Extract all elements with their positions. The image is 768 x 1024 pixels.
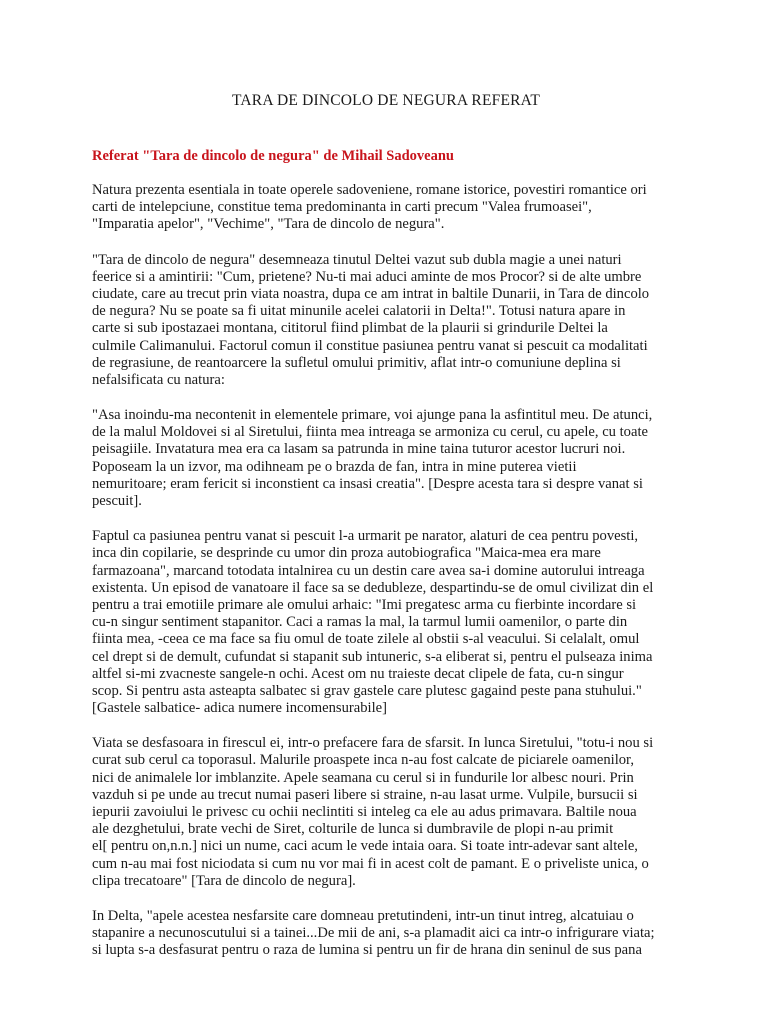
paragraph-line: de regrasiune, de reantoarcere la sufletul omului primitiv, aflat intr-o comuniune deplina si bbox=[92, 354, 621, 371]
paragraph-line: peisagiile. Invatatura mea era ca lasam sa patrunda in mine taina tuturor acestor lucruri noi. bbox=[92, 441, 626, 458]
paragraph-line: vazduh si pe unde au trecut numai paseri libere si straine, n-au lasat urme. Vulpile, bursucii si bbox=[92, 786, 638, 803]
paragraph-line: cel drept si de demult, cufundat si stapanit sub intuneric, s-a eliberat si, pentru el pulseaza inima bbox=[92, 648, 653, 665]
paragraph-line: el[ pentru on,n.n.] nici un nume, caci acum le vede intaia oara. Si toate intr-adevar sant altele, bbox=[92, 838, 638, 855]
paragraph-line: altfel si-mi zvacneste sangele-n ochi. Acest om nu traieste decat clipele de fata, cu-n singur bbox=[92, 665, 624, 682]
document-body bbox=[92, 182, 680, 978]
paragraph-line: curat sub cerul ca toporasul. Malurile proaspete inca n-au fost calcate de piciarele oamenilor, bbox=[92, 752, 634, 769]
paragraph-line: Poposeam la un izvor, ma odihneam pe o brazda de fan, intra in mine puterea vietii bbox=[92, 458, 577, 475]
paragraph-line: "Imparatia apelor", "Vechime", "Tara de dincolo de negura". bbox=[92, 216, 445, 233]
paragraph-line: nemuritoare; eram fericit si inconstient ca insasi creatia". [Despre acesta tara si despre vanat si bbox=[92, 475, 643, 492]
paragraph bbox=[92, 528, 680, 717]
paragraph-line: nici de animalele lor imblanzite. Apele seamana cu cerul si in fundurile lor albesc nouri. Prin bbox=[92, 769, 634, 786]
paragraph-line: cu-n singur sentiment stapanitor. Caci a ramas la mal, la tarmul lumii oamenilor, o parte din bbox=[92, 614, 628, 631]
paragraph-line: "Tara de dincolo de negura" desemneaza tinutul Deltei vazut sub dubla magie a unei naturi bbox=[92, 251, 622, 268]
paragraph-line: "Asa inoindu-ma necontenit in elementele primare, voi ajunge pana la asfintitul meu. De atunci, bbox=[92, 407, 653, 424]
paragraph-line: clipa trecatoare" [Tara de dincolo de negura]. bbox=[92, 872, 356, 889]
paragraph-line: feerice si a amintirii: "Cum, prietene? Nu-ti mai aduci aminte de mos Procor? si de alte umbre bbox=[92, 268, 642, 285]
paragraph-line: si lupta s-a desfasurat pentru o raza de lumina si pentru un fir de hrana din seninul de sus pana bbox=[92, 942, 642, 959]
paragraph-line: ciudate, care au trecut prin viata noastra, dupa ce am intrat in baltile Dunarii, in Tara de dincolo bbox=[92, 285, 650, 302]
paragraph-line: pentru a trai emotiile primare ale omului arhaic: "Imi pregatesc arma cu fierbinte incordare si bbox=[92, 596, 637, 613]
paragraph bbox=[92, 735, 680, 890]
paragraph-line: pescuit]. bbox=[92, 493, 142, 509]
paragraph-line: stapanire a necunoscutului si a tainei...De mii de ani, s-a plamadit aici ca intr-o infrigurare viata; bbox=[92, 925, 655, 942]
document-subtitle: Referat "Tara de dincolo de negura" de Mihail Sadoveanu bbox=[92, 148, 454, 164]
paragraph bbox=[92, 407, 680, 510]
paragraph-line: de la malul Moldovei si al Siretului, fiinta mea intreaga se armoniza cu cerul, cu apele, cu toate bbox=[92, 424, 648, 441]
paragraph-line: farmazoana", marcand totodata intalnirea cu un destin care avea sa-i domine autorului intreaga bbox=[92, 562, 645, 579]
paragraph-line: nefalsificata cu natura: bbox=[92, 371, 225, 388]
paragraph-line: [Gastele salbatice- adica numere incomensurabile] bbox=[92, 700, 387, 717]
paragraph-line: carte si sub ipostazaei montana, cititorul fiind plimbat de la plaurii si grindurile Deltei la bbox=[92, 320, 608, 337]
paragraph-line: de negura? Nu se poate sa fi uitat minunile acelei calatorii in Delta!". Totusi natura apare in bbox=[92, 303, 626, 320]
paragraph-line: Faptul ca pasiunea pentru vanat si pescuit l-a urmarit pe narator, alaturi de cea pentru povesti, bbox=[92, 528, 639, 545]
paragraph-line: ale dezghetului, brate vechi de Siret, colturile de lunca si dumbravile de plopi n-au primit bbox=[92, 821, 614, 838]
paragraph-line: In Delta, "apele acestea nesfarsite care domneau pretutindeni, intr-un tinut intreg, alcatuiau o bbox=[92, 907, 634, 924]
paragraph-line: Viata se desfasoara in firescul ei, intr-o prefacere fara de sfarsit. In lunca Siretului, "totu-i nou si bbox=[92, 735, 654, 752]
paragraph-line: scop. Si pentru asta asteapta salbatec si grav gastele care plutesc gagaind peste pana stuhului." bbox=[92, 682, 642, 699]
paragraph-line: inca din copilarie, se desprinde cu umor din proza autobiografica "Maica-mea era mare bbox=[92, 545, 601, 562]
paragraph-line: iepurii zavoiului le privesc cu ochii neclintiti si inteleg ca ele au adus primavara. Baltile noua bbox=[92, 804, 637, 820]
paragraph-line: culmile Calimanului. Factorul comun il constitue pasiunea pentru vanat si pescuit ca modalitati bbox=[92, 337, 648, 354]
paragraph bbox=[92, 252, 680, 390]
paragraph-line: fiinta mea, -ceea ce ma face sa fiu omul de toate zilele al obstii s-al veacului. Si celalalt, omul bbox=[92, 631, 640, 648]
paragraph-line: cum n-au mai fost niciodata si cum nu vor mai fi in acest colt de pamant. E o priveliste unica, o bbox=[92, 855, 649, 872]
document-title: TARA DE DINCOLO DE NEGURA REFERAT bbox=[231, 92, 541, 109]
paragraph bbox=[92, 182, 680, 234]
paragraph-line: Natura prezenta esentiala in toate operele sadoveniene, romane istorice, povestiri romantice ori bbox=[92, 182, 647, 198]
paragraph-line: existenta. Un episod de vanatoare il face sa se dedubleze, despartindu-se de omul civilizat din el bbox=[92, 579, 654, 596]
paragraph-line: carti de intelepciune, constitue tema predominanta in carti precum "Valea frumoasei", bbox=[92, 199, 592, 216]
paragraph bbox=[92, 908, 680, 960]
